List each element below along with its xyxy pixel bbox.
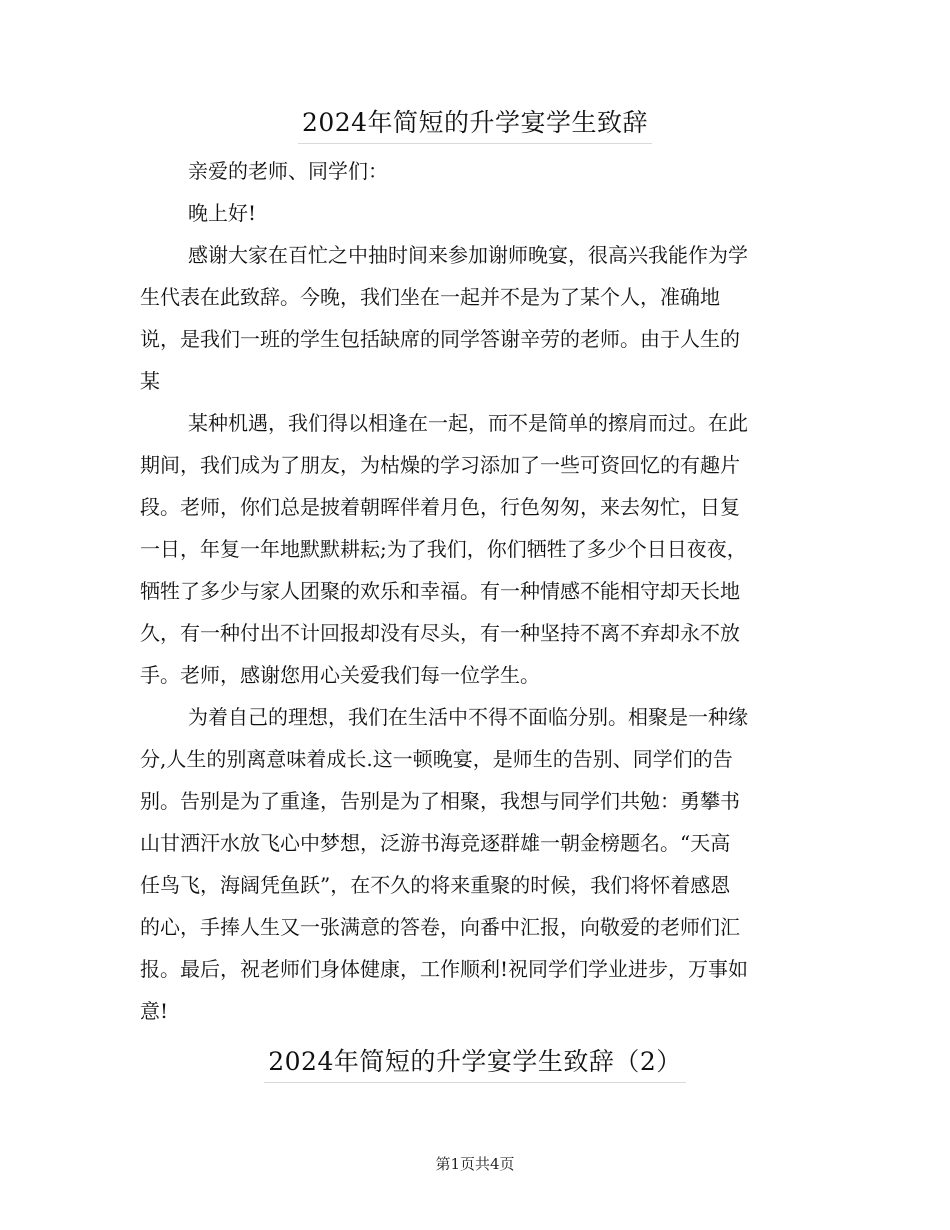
greeting: 晚上好! [188, 201, 257, 225]
document-title-text: 2024年简短的升学宴学生致辞 [298, 103, 652, 144]
paragraph-line: 别。告别是为了重逢，告别是为了相聚，我想与同学们共勉：勇攀书 [140, 789, 740, 813]
paragraph-line: 分,人生的别离意味着成长.这一顿晚宴，是师生的告别、同学们的告 [140, 747, 733, 771]
paragraph-line: 感谢大家在百忙之中抽时间来参加谢师晚宴，很高兴我能作为学 [188, 243, 748, 267]
salutation: 亲爱的老师、同学们： [188, 159, 388, 183]
paragraph-line: 牺牲了多少与家人团聚的欢乐和幸福。有一种情感不能相守却天长地 [140, 579, 740, 603]
paragraph-line: 期间，我们成为了朋友，为枯燥的学习添加了一些可资回忆的有趣片 [140, 453, 740, 477]
paragraph-line: 意! [140, 999, 169, 1023]
paragraph-line: 为着自己的理想，我们在生活中不得不面临分别。相聚是一种缘 [188, 705, 748, 729]
paragraph-line: 山甘洒汗水放飞心中梦想，泛游书海竞逐群雄一朝金榜题名。“天高 [140, 831, 731, 855]
paragraph-line: 报。最后，祝老师们身体健康，工作顺利!祝同学们学业进步，万事如 [140, 957, 749, 981]
document-title [0, 103, 950, 144]
second-section-title [0, 1042, 950, 1083]
paragraph-line: 段。老师，你们总是披着朝晖伴着月色，行色匆匆，来去匆忙，日复 [140, 495, 740, 519]
paragraph-line: 的心，手捧人生又一张满意的答卷，向番中汇报，向敬爱的老师们汇 [140, 915, 740, 939]
paragraph-line: 某 [140, 369, 160, 393]
paragraph-line: 某种机遇，我们得以相逢在一起，而不是简单的擦肩而过。在此 [188, 411, 748, 435]
paragraph-line: 说，是我们一班的学生包括缺席的同学答谢辛劳的老师。由于人生的 [140, 327, 740, 351]
paragraph-line: 手。老师，感谢您用心关爱我们每一位学生。 [140, 663, 540, 687]
page-footer: 第1页共4页 [435, 1155, 515, 1173]
paragraph-line: 任鸟飞，海阔凭鱼跃”，在不久的将来重聚的时候，我们将怀着感恩 [140, 873, 731, 897]
paragraph-line: 一日，年复一年地默默耕耘;为了我们，你们牺牲了多少个日日夜夜， [140, 537, 747, 561]
paragraph-line: 久，有一种付出不计回报却没有尽头，有一种坚持不离不弃却永不放 [140, 621, 740, 645]
second-section-title-text: 2024年简短的升学宴学生致辞（2） [264, 1042, 686, 1083]
paragraph-line: 生代表在此致辞。今晚，我们坐在一起并不是为了某个人，准确地 [140, 285, 720, 309]
